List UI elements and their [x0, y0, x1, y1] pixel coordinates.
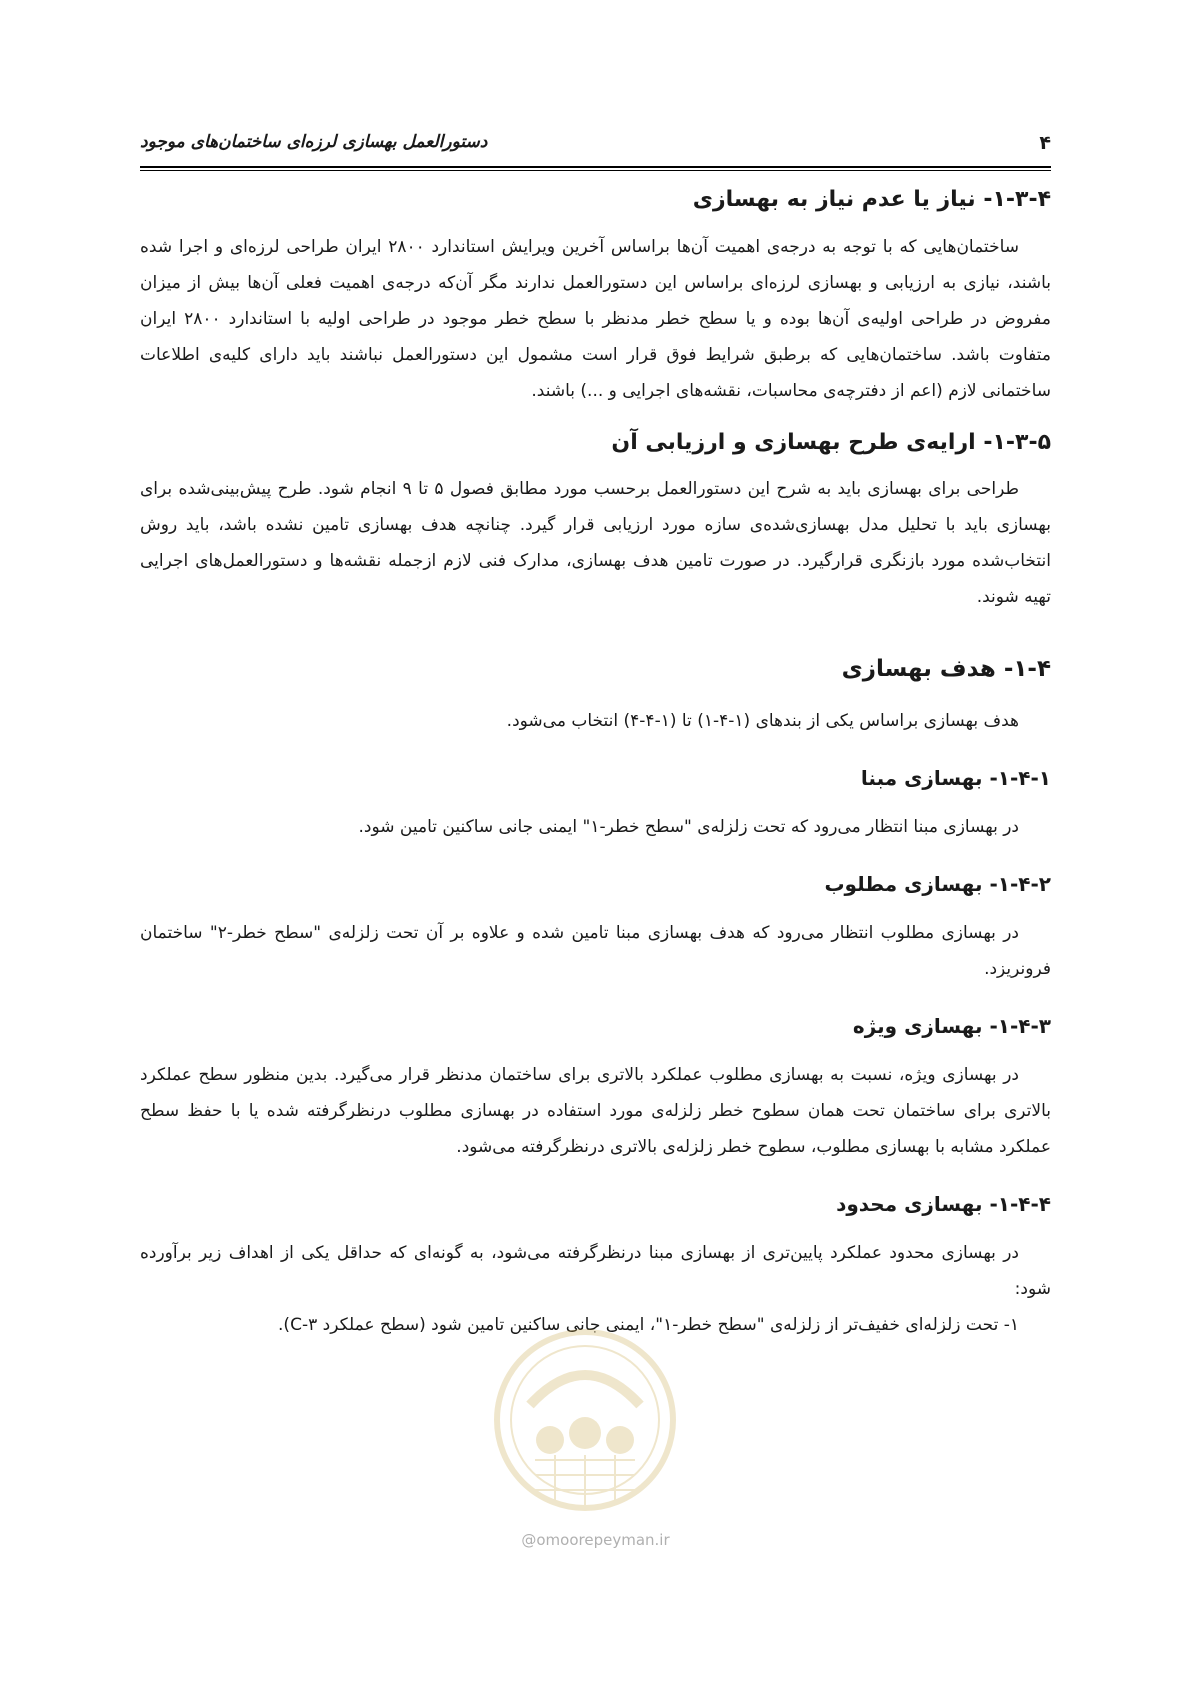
- running-title: دستورالعمل بهسازی لرزه‌ای ساختمان‌های موجود: [140, 132, 488, 152]
- heading-1-4-3: ۱-۴-۳- بهسازی ویژه: [852, 1014, 1051, 1039]
- list-item: ۱- تحت زلزله‌ای خفیف‌تر از زلزله‌ی "سطح خطر-۱"، ایمنی جانی ساکنین تامین شود (سطح عملکرد ۳-C).: [278, 1315, 1019, 1336]
- paragraph-1-3-4: ساختمان‌هایی که با توجه به درجه‌ی اهمیت آن‌ها براساس آخرین ویرایش استاندارد ۲۸۰۰ ایران طراحی لرزه‌ای و اجرا شده باشند، نیازی به ارزیابی و بهسازی لرزه‌ای براساس این دستورالعمل ندارند مگر آن‌که درجه‌ی اهمیت فعلی آن‌ها بیش از میزان مفروض در طراحی اولیه‌ی آن‌ها بوده و یا سطح خطر مدنظر با سطح خطر موجود در طراحی اولیه با استاندارد ۲۸۰۰ ایران متفاوت باشد. ساختمان‌هایی که برطبق شرایط فوق قرار است مشمول این دستورالعمل نباشند باید دارای کلیه‌ی اطلاعات ساختمانی لازم (اعم از دفترچه‌ی محاسبات، نقشه‌های اجرایی و ...) باشند.: [140, 236, 1051, 401]
- page-header: [140, 132, 1051, 160]
- header-rule: [140, 166, 1051, 171]
- paragraph-1-4-1: در بهسازی مبنا انتظار می‌رود که تحت زلزله‌ی "سطح خطر-۱" ایمنی جانی ساکنین تامین شود.: [358, 817, 1019, 838]
- heading-1-4-1: ۱-۴-۱- بهسازی مبنا: [860, 766, 1051, 791]
- heading-1-4-2: ۱-۴-۲- بهسازی مطلوب: [824, 872, 1051, 897]
- page-content: [140, 186, 1051, 1343]
- paragraph-1-4: هدف بهسازی براساس یکی از بندهای (۱-۴-۱) تا (۱-۴-۴) انتخاب می‌شود.: [506, 711, 1019, 732]
- watermark-logo: [490, 1325, 680, 1515]
- paragraph-1-3-5: طراحی برای بهسازی باید به شرح این دستورالعمل برحسب مورد مطابق فصول ۵ تا ۹ انجام شود. طرح پیش‌بینی‌شده برای بهسازی باید با تحلیل مدل بهسازی‌شده‌ی سازه مورد ارزیابی قرار گیرد. چنانچه هدف بهسازی تامین نشده باشد، باید روش انتخاب‌شده مورد بازنگری قرارگیرد. در صورت تامین هدف بهسازی، مدارک فنی لازم ازجمله نقشه‌ها و دستورالعمل‌های اجرایی تهیه شوند.: [140, 479, 1051, 608]
- paragraph-1-4-4: در بهسازی محدود عملکرد پایین‌تری از بهسازی مبنا درنظرگرفته می‌شود، به گونه‌ای که حداقل یکی از اهداف زیر برآورده شود:: [140, 1243, 1051, 1300]
- page-number: ۴: [1039, 132, 1051, 154]
- paragraph-1-4-2: در بهسازی مطلوب انتظار می‌رود که هدف بهسازی مبنا تامین شده و علاوه بر آن تحت زلزله‌ی "سطح خطر-۲" ساختمان فرونریزد.: [140, 923, 1051, 980]
- heading-1-3-4: ۱-۳-۴- نیاز یا عدم نیاز به بهسازی: [692, 187, 1051, 212]
- paragraph-1-4-3: در بهسازی ویژه، نسبت به بهسازی مطلوب عملکرد بالاتری برای ساختمان مدنظر قرار می‌گیرد. بدین منظور سطح عملکرد بالاتری برای ساختمان تحت همان سطوح خطر زلزله‌ی مورد استفاده در بهسازی مطلوب درنظرگرفته شده یا با حفظ سطح عملکرد مشابه با بهسازی مطلوب، سطوح خطر زلزله‌ی بالاتری درنظرگرفته می‌شود.: [140, 1065, 1051, 1158]
- watermark-text: @omoorepeyman.ir: [521, 1531, 670, 1549]
- heading-1-3-5: ۱-۳-۵- ارایه‌ی طرح بهسازی و ارزیابی آن: [611, 429, 1051, 455]
- heading-1-4: ۱-۴- هدف بهسازی: [841, 656, 1051, 683]
- heading-1-4-4: ۱-۴-۴- بهسازی محدود: [836, 1192, 1051, 1217]
